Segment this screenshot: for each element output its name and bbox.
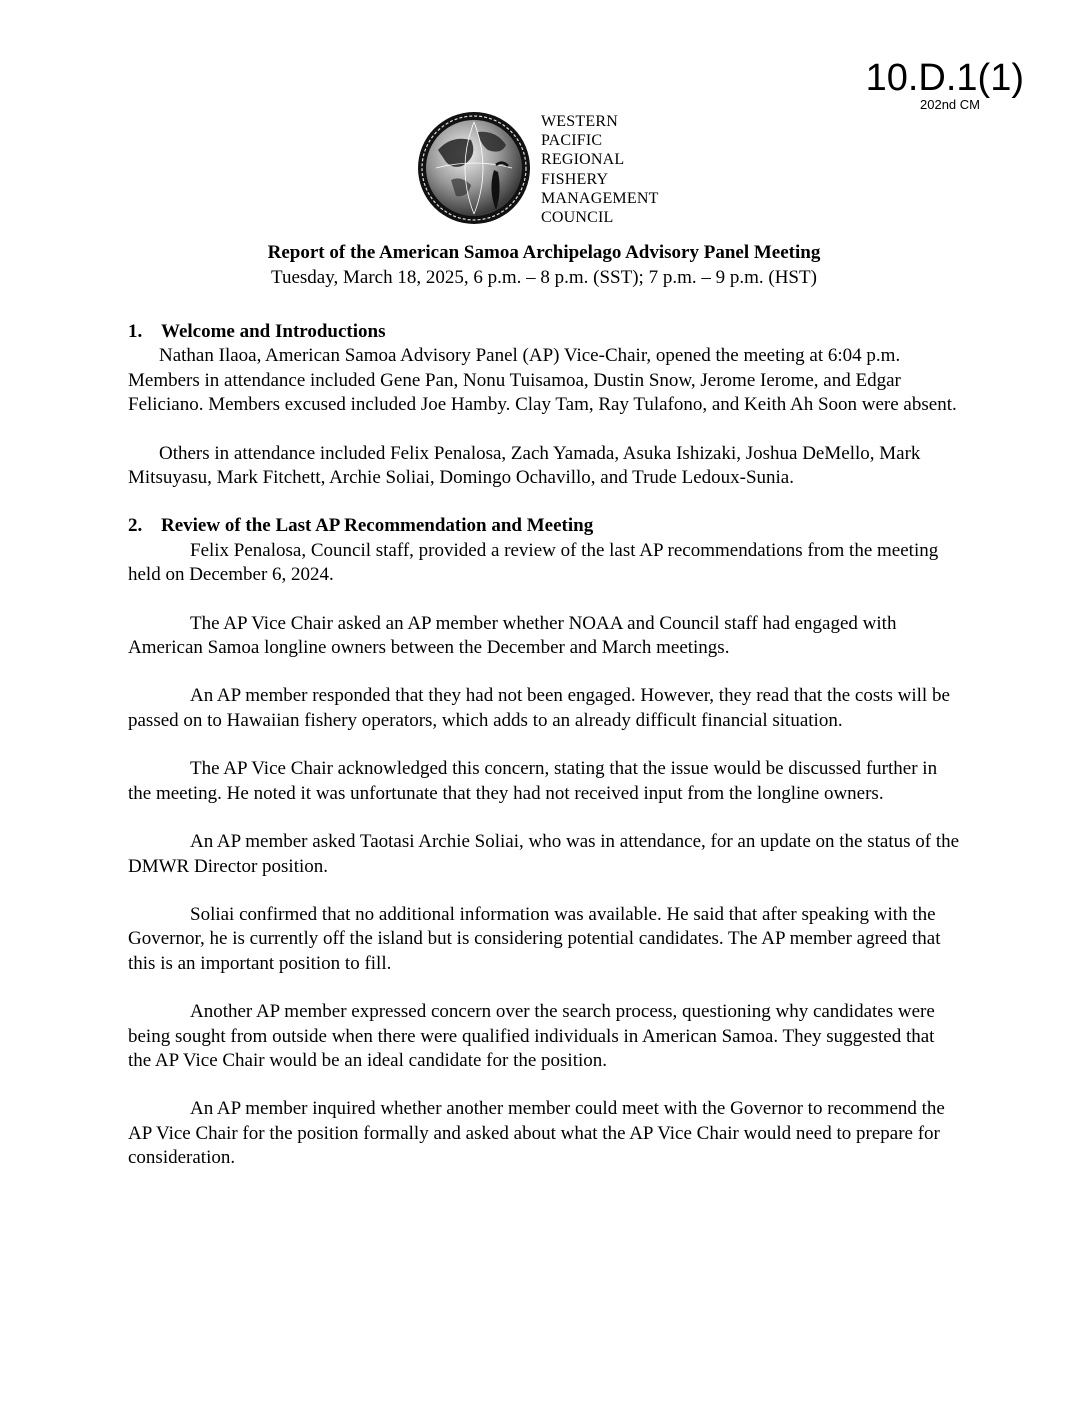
paragraph: Others in attendance included Felix Penalosa, Zach Yamada, Asuka Ishizaki, Joshua DeMello, Mark Mitsuyasu, Mark Fitchett, Archie Soliai, Domingo Ochavillo, and Trude Ledoux-Sunia. bbox=[128, 442, 921, 489]
logo-line: MANAGEMENT bbox=[541, 189, 659, 207]
paragraph: An AP member asked Taotasi Archie Soliai, who was in attendance, for an update on the status of the DMWR Director position. bbox=[128, 831, 960, 877]
logo-line: REGIONAL bbox=[541, 151, 625, 169]
paragraph: An AP member inquired whether another member could meet with the Governor to recommend the AP Vice Chair for the position formally and asked about what the AP Vice Chair would need to prepare for consideration. bbox=[128, 1098, 945, 1169]
paragraph: Soliai confirmed that no additional information was available. He said that after speaking with the Governor, he is currently off the island but is considering potential candidates. The AP member agreed that this is an important position to fill. bbox=[128, 903, 941, 974]
section-number: 1. bbox=[128, 321, 143, 342]
document-id bbox=[866, 58, 1024, 112]
council-logo bbox=[416, 108, 686, 230]
meeting-datetime: Tuesday, March 18, 2025, 6 p.m. – 8 p.m. (SST); 7 p.m. – 9 p.m. (HST) bbox=[271, 267, 817, 288]
report-title: Report of the American Samoa Archipelago Advisory Panel Meeting bbox=[267, 242, 821, 263]
paragraph: The AP Vice Chair asked an AP member whether NOAA and Council staff had engaged with American Samoa longline owners between the December and March meetings. bbox=[128, 612, 897, 659]
logo-line: PACIFIC bbox=[541, 132, 603, 150]
logo-line: COUNCIL bbox=[541, 209, 614, 227]
section-title: Welcome and Introductions bbox=[161, 321, 386, 342]
paragraph: Felix Penalosa, Council staff, provided a review of the last AP recommendations from the meeting held on December 6, 2024. bbox=[128, 539, 939, 586]
paragraph: Nathan Ilaoa, American Samoa Advisory Panel (AP) Vice-Chair, opened the meeting at 6:04 p.m. Members in attendance included Gene Pan, Nonu Tuisamoa, Dustin Snow, Jerome Ierome, and Edgar Feliciano. Members excused included Joe Hamby. Clay Tam, Ray Tulafono, and Keith Ah Soon were absent. bbox=[128, 345, 957, 416]
paragraph: An AP member responded that they had not been engaged. However, they read that the costs will be passed on to Hawaiian fishery operators, which adds to an already difficult financial situation. bbox=[128, 685, 950, 731]
council-meeting-number: 202nd CM bbox=[920, 97, 980, 112]
section-heading bbox=[128, 320, 960, 344]
globe-emblem-icon bbox=[416, 110, 534, 226]
section-number: 2. bbox=[128, 515, 143, 537]
section-title: Review of the Last AP Recommendation and Meeting bbox=[161, 515, 594, 537]
section-heading bbox=[128, 514, 960, 538]
agenda-item-number: 10.D.1(1) bbox=[865, 57, 1024, 99]
council-name bbox=[541, 112, 659, 227]
logo-line: WESTERN bbox=[541, 113, 618, 130]
report-body bbox=[128, 320, 960, 1171]
paragraph: Another AP member expressed concern over the search process, questioning why candidates were being sought from outside when there were qualified individuals in American Samoa. They suggested that the AP Vice Chair would be an ideal candidate for the position. bbox=[128, 1001, 935, 1071]
logo-line: FISHERY bbox=[541, 170, 609, 188]
report-header bbox=[0, 241, 1088, 291]
paragraph: The AP Vice Chair acknowledged this concern, stating that the issue would be discussed further in the meeting. He noted it was unfortunate that they had not received input from the longline owners. bbox=[128, 758, 938, 804]
